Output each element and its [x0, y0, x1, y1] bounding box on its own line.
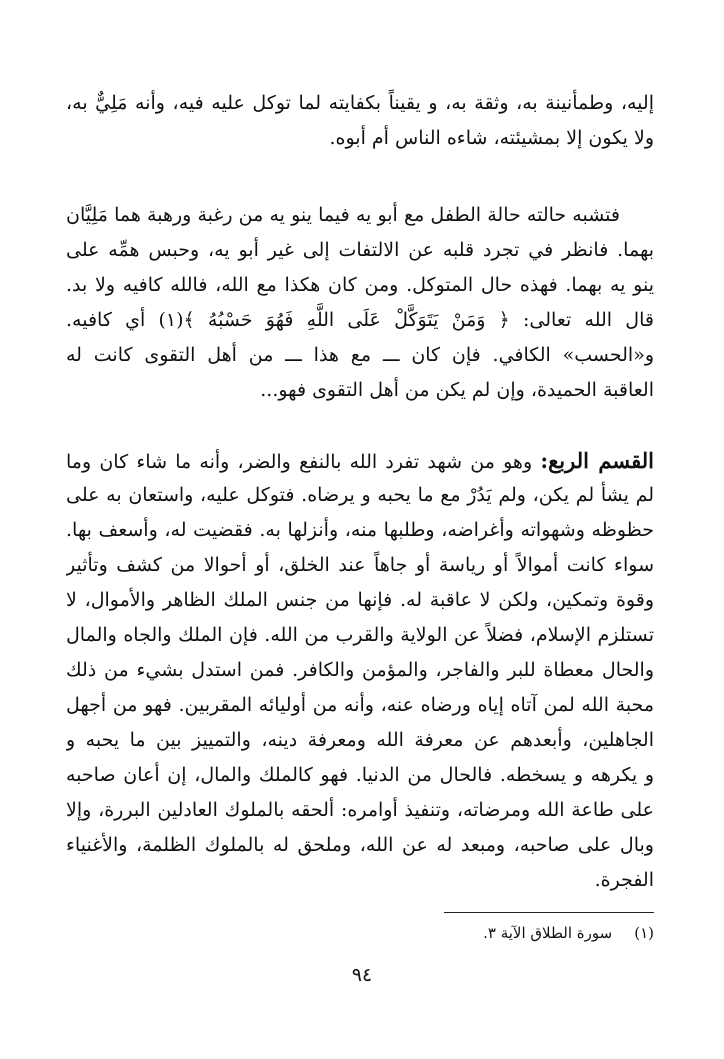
footnote-separator	[444, 912, 654, 913]
text-line: قال الله تعالى: ﴿ وَمَنْ يَتَوَكَّلْ عَلَى اللَّهِ فَهُوَ حَسْبُهُ ﴾(١) أي كافيه.	[66, 309, 654, 331]
paragraph-2	[66, 198, 654, 408]
text-line: العاقبة الحميدة، وإن لم يكن من أهل التقوى فهو...	[260, 379, 654, 401]
text-line: والحال معطاة للبر والفاجر، والمؤمن والكافر. فمن استدل بشيء من ذلك	[66, 659, 654, 681]
text-line: لم يشأ لم يكن، ولم يَدُرْ مع ما يحبه و يرضاه. فتوكل عليه، واستعان به على	[66, 484, 654, 506]
text-line: إليه، وطمأنينة به، وثقة به، و يقيناً بكفايته لما توكل عليه فيه، وأنه مَلِيٌّ به،	[66, 92, 654, 114]
text-line: و يكرهه و يسخطه. فالحال من الدنيا. فهو كالملك والمال، إن أعان صاحبه	[66, 764, 654, 786]
text-line: ولا يكون إلا بمشيئته، شاءه الناس أم أبوه.	[329, 127, 654, 149]
text-line: الفجرة.	[594, 869, 654, 891]
page-number: ٩٤	[351, 964, 373, 986]
text-line: تستلزم الإسلام، فضلاً عن الولاية والقرب من الله. فإن الملك والجاه والمال	[66, 624, 654, 646]
text-line: سواء كانت أموالاً أو رياسة أو جاهاً عند الخلق، أو أحوالا من كشف وتأثير	[66, 554, 654, 576]
footnote-number: (١)	[634, 924, 654, 942]
text-line: وبال على صاحبه، ومبعد له عن الله، وملحق له بالملوك الظلمة، والأغنياء	[66, 834, 654, 856]
footnote	[334, 922, 654, 944]
text-line: محبة الله لمن آتاه إياه ورضاه عنه، وأنه من أوليائه المقربين. فهو من أجهل	[66, 694, 654, 716]
text-line: على طاعة الله ومرضاته، وتنفيذ أوامره: ألحقه بالملوك العادلين البررة، وإلا	[66, 799, 654, 821]
text-line	[66, 443, 654, 478]
paragraph-3	[66, 443, 654, 898]
text-line: وقوة وتمكين، ولكن لا عاقبة له. فإنها من جنس الملك الظاهر والأموال، لا	[66, 589, 654, 611]
footnote-text: سورة الطلاق الآية ٣.	[483, 924, 613, 942]
text-line: حظوظه وشهواته وأغراضه، وطلبها منه، وأنزلها به. فقضيت له، وأسعف بها.	[66, 519, 654, 541]
text-line: فتشبه حالته حالة الطفل مع أبو يه فيما ينو يه من رغبة ورهبة هما مَلِيَّان	[66, 204, 620, 226]
paragraph-1	[66, 86, 654, 156]
section-heading: القسم الربع:	[540, 448, 654, 473]
text-line: بهما. فانظر في تجرد قلبه عن الالتفات إلى غير أبو يه، وحبس همِّه على	[66, 239, 654, 261]
text-line-rest: وهو من شهد تفرد الله بالنفع والضر، وأنه ما شاء كان وما	[66, 451, 541, 473]
text-line: ينو يه بهما. فهذه حال المتوكل. ومن كان هكذا مع الله، فالله كافيه ولا بد.	[66, 274, 654, 296]
text-line: و«الحسب» الكافي. فإن كان ـــ مع هذا ـــ من أهل التقوى كانت له	[66, 344, 654, 366]
text-line: الجاهلين، وأبعدهم عن معرفة الله ومعرفة دينه، والتمييز بين ما يحبه و	[66, 729, 654, 751]
